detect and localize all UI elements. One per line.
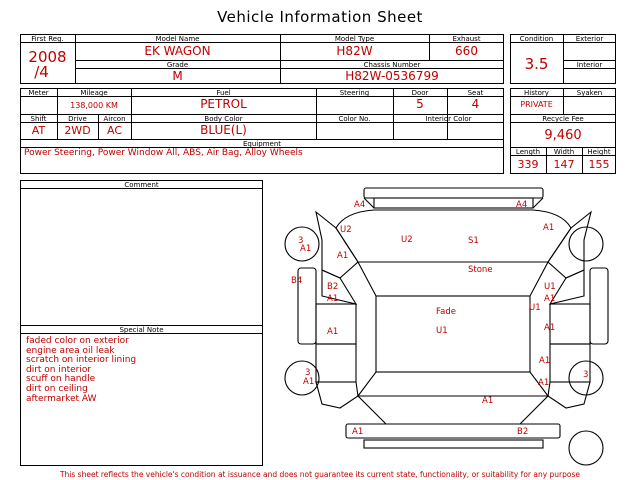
equipment-value: Power Steering, Power Window All, ABS, Air Bag, Alloy Wheels (24, 148, 303, 158)
length-value: 339 (517, 158, 539, 171)
damage-wheel-fl-count: 3 (298, 236, 304, 246)
fuel-value: PETROL (200, 97, 247, 111)
body-color-value: BLUE(L) (200, 123, 247, 137)
color-no-label: Color No. (338, 115, 371, 123)
rear-window-outline (358, 372, 548, 396)
damage-bumper-right: B2 (517, 427, 529, 437)
drive-value: 2WD (64, 124, 91, 137)
damage-hood-left: U2 (340, 225, 352, 235)
damage-roof-fade: Fade (436, 307, 456, 317)
damage-wheel-rl-count: 3 (305, 368, 311, 378)
spare-tire (569, 431, 603, 465)
steering-label: Steering (339, 89, 370, 97)
aircon-value: AC (106, 124, 122, 137)
rear-bumper-lower (364, 440, 543, 448)
damage-door-fl-a: B2 (327, 282, 339, 292)
damage-fender-right: A1 (543, 223, 555, 233)
damage-hood-right: S1 (468, 236, 479, 246)
damage-door-fl-b: A1 (327, 294, 339, 304)
exhaust-value: 660 (455, 44, 478, 58)
interior-label: Interior (576, 61, 603, 69)
history-label: History (524, 89, 549, 97)
drive-label: Drive (68, 115, 87, 123)
front-bumper-outline (364, 188, 543, 198)
damage-rear-center: A1 (482, 396, 494, 406)
special-notes-list (26, 337, 136, 404)
grade-value: M (172, 69, 183, 83)
front-bumper-line-right (533, 198, 543, 208)
damage-door-rr: A1 (544, 323, 556, 333)
height-value: 155 (588, 158, 610, 171)
exterior-label: Exterior (575, 35, 604, 43)
fuel-label: Fuel (216, 89, 231, 97)
damage-rear-fender-right: A1 (539, 356, 551, 366)
special-note-item: scratch on interior lining (26, 355, 137, 366)
rear-left-quarter-outline (316, 382, 358, 408)
special-note-label: Special Note (119, 326, 164, 334)
mileage-value: 138,000 KM (70, 101, 118, 110)
meter-label: Meter (28, 89, 49, 97)
model-name-label: Model Name (155, 35, 200, 43)
aircon-label: Aircon (103, 115, 126, 123)
damage-front-left: A4 (354, 200, 366, 210)
chassis-number-value: H82W-0536799 (345, 69, 439, 83)
comment-box (20, 180, 263, 466)
front-right-door-outline (550, 304, 590, 344)
right-mirror-panel (590, 268, 608, 344)
height-label: Height (587, 148, 611, 156)
grille-outline (374, 198, 533, 208)
mileage-label: Mileage (80, 89, 108, 97)
hood-outline (336, 210, 571, 262)
damage-front-right: A4 (516, 200, 528, 210)
condition-label: Condition (519, 35, 554, 43)
damage-door-rl: A1 (327, 327, 339, 337)
interior-color-label: Interior Color (425, 115, 472, 123)
comment-label: Comment (124, 181, 159, 189)
damage-hood-center: U2 (401, 235, 413, 245)
recycle-fee-label: Recycle Fee (542, 115, 584, 123)
history-value: PRIVATE (520, 100, 553, 109)
damage-rear-right: A1 (538, 378, 550, 388)
damage-windshield: Stone (468, 265, 493, 275)
page-title: Vehicle Information Sheet (217, 8, 423, 26)
special-note-item: engine area oil leak (26, 345, 115, 356)
damage-door-fr-a: U1 (544, 282, 556, 292)
chassis-number-label: Chassis Number (363, 61, 421, 69)
seat-value: 4 (471, 97, 480, 111)
special-note-item: aftermarket AW (26, 393, 97, 404)
door-label: Door (411, 89, 429, 97)
first-reg-year: 2008 (28, 48, 67, 66)
grade-label: Grade (166, 61, 189, 69)
damage-roof-u1: U1 (436, 326, 448, 336)
equipment-label: Equipment (243, 140, 281, 148)
first-reg-label: First Reg. (31, 35, 64, 43)
special-note-item: faded color on exterior (26, 336, 129, 346)
recycle-fee-value: 9,460 (544, 128, 582, 143)
damage-pillar-right: U1 (529, 303, 541, 313)
model-type-label: Model Type (334, 35, 375, 43)
syaken-label: Syaken (576, 89, 603, 97)
front-left-fender-outline (316, 212, 358, 278)
model-name-value: EK WAGON (144, 44, 211, 58)
special-note-item: dirt on ceiling (26, 383, 88, 394)
damage-wheel-rr-count: 3 (583, 370, 589, 380)
width-value: 147 (553, 158, 575, 171)
exhaust-label: Exhaust (452, 35, 481, 43)
width-label: Width (553, 148, 575, 156)
body-color-label: Body Color (204, 115, 243, 123)
disclaimer-footer: This sheet reflects the vehicle's condition at issuance and does not guarantee its current state, functionality, or suitability for any purpose (59, 470, 581, 479)
door-value: 5 (416, 97, 424, 111)
damage-bumper-left: A1 (352, 427, 364, 437)
front-left-door-outline (316, 304, 356, 344)
front-bumper-line-left (364, 198, 374, 208)
special-note-item: scuff on handle (26, 374, 96, 385)
special-note-item: dirt on interior (26, 364, 92, 375)
damage-pillar-left: B4 (291, 276, 303, 286)
length-label: Length (515, 148, 541, 156)
tailgate-outline (358, 396, 548, 424)
condition-grade: 3.5 (524, 55, 549, 73)
model-type-value: H82W (336, 44, 373, 58)
damage-wheel-rl: A1 (303, 377, 315, 387)
shift-label: Shift (30, 115, 47, 123)
windshield-outline (358, 262, 548, 296)
first-reg-month: /4 (34, 63, 49, 81)
rear-left-door-outline (316, 344, 356, 382)
car-damage-diagram (270, 180, 620, 470)
damage-door-fr-b: A1 (544, 294, 556, 304)
seat-label: Seat (467, 89, 484, 97)
shift-value: AT (31, 124, 46, 137)
damage-wheel-fl: A1 (300, 244, 312, 254)
damage-fender-left: A1 (337, 251, 349, 261)
